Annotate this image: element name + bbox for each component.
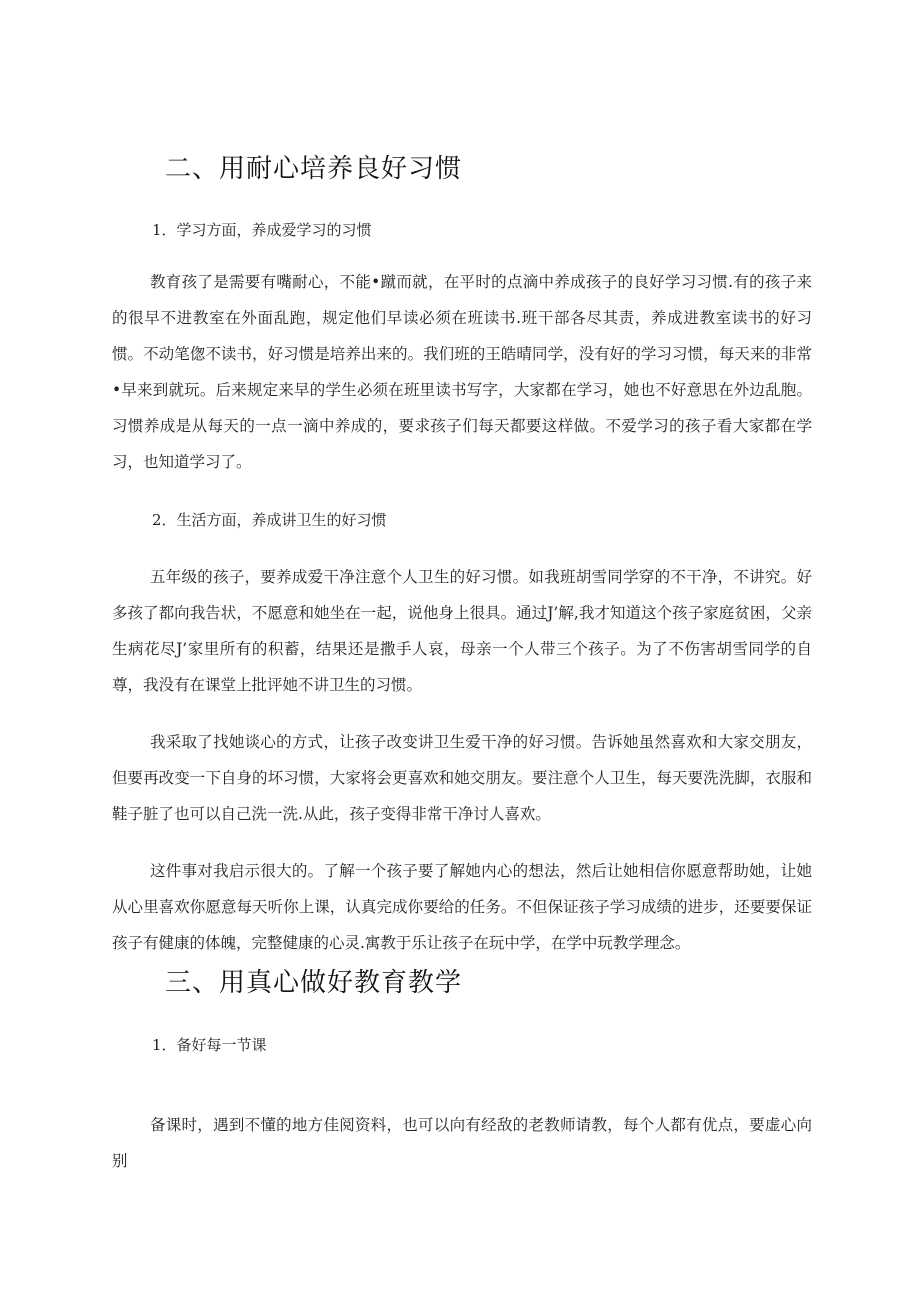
subsection-title: 1．学习方面，养成爱学习的习惯: [152, 221, 372, 239]
section-heading: 二、用耐心培养良好习惯: [165, 154, 463, 184]
section-heading: 三、用真心做好教育教学: [165, 968, 463, 998]
body-paragraph: 五年级的孩子，要养成爱干净注意个人卫生的好习惯。如我班胡雪同学穿的不干净，不讲究。好多孩了都向我告状，不愿意和她坐在一起，说他身上很具。通过J’解,我才知道这个孩子家庭贫困，父亲生病花尽J’家里所有的积蓄，结果还是撒手人哀，母亲一个人带三个孩子。为了不伤害胡雪同学的自尊，我没有在课堂上批评她不讲卫生的习惯。: [112, 568, 812, 694]
body-paragraph: 我采取了找她谈心的方式，让孩子改变讲卫生爱干净的好习惯。告诉她虽然喜欢和大家交朋友，但要再改变一下自身的坏习惯，大家将会更喜欢和她交朋友。要注意个人卫生，每天要洗洗脚，衣服和鞋子脏了也可以自己洗一洗.从此，孩子变得非常干净讨人喜欢。: [112, 733, 812, 823]
body-paragraph: 教育孩了是需要有嘴耐心，不能•蹴而就，在平时的点滴中养成孩子的良好学习习惯.有的孩子来的很早不进教室在外面乱跑，规定他们早读必须在班读书.班干部各尽其责，养成进教室读书的好习惯。不动笔偬不读书，好习惯是培养出来的。我们班的王皓晴同学，没有好的学习习惯，每天来的非常•早来到就玩。后来规定来早的学生必须在班里读书写字，大家都在学习，她也不好意思在外边乱胞。习惯养成是从每天的一点一滴中养成的，要求孩子们每天都要这样做。不爱学习的孩子看大家都在学习，也知道学习了。: [112, 273, 812, 471]
body-paragraph: 备课时，遇到不懂的地方佳阅资料，也可以向有经敌的老教师请教，每个人都有优点，要虚心向别: [112, 1116, 812, 1170]
subsection-title: 2．生活方面，养成讲卫生的好习惯: [152, 511, 387, 529]
body-paragraph: 这件事对我启示很大的。了解一个孩子要了解她内心的想法，然后让她相信你愿意帮助她，让她从心里喜欢你愿意每天听你上课，认真完成你要给的任务。不但保证孩子学习成绩的进步，还要要保证孩子有健康的体魄，完整健康的心灵.寓教于乐让孩子在玩中学，在学中玩教学理念。: [112, 862, 812, 952]
subsection-title: 1．备好每一节课: [152, 1036, 267, 1054]
